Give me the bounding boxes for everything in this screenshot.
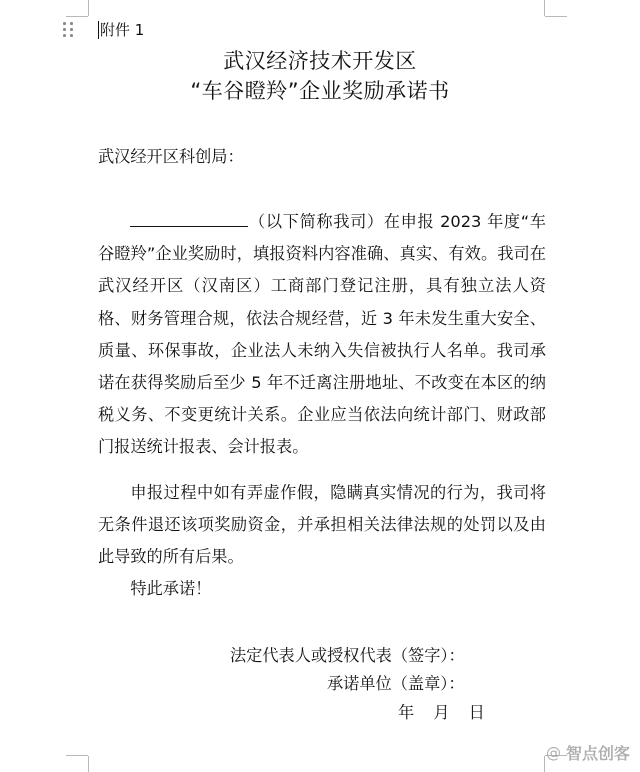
paragraph-closing[interactable]: 特此承诺！	[130, 579, 212, 598]
crop-mark-bottom-left	[88, 756, 89, 772]
text-cursor	[98, 21, 99, 39]
paragraph-commitment[interactable]	[98, 206, 546, 464]
representative-signature-label[interactable]: 法定代表人或授权代表（签字）：	[230, 646, 465, 665]
drag-dot	[70, 34, 73, 37]
addressee[interactable]: 武汉经开区科创局：	[98, 147, 244, 166]
paragraph-commitment-text: （以下简称我司）在申报 2023 年度“车谷瞪羚”企业奖励时，填报资料内容准确、真实、有效。我司在武汉经开区（汉南区）工商部门登记注册，具有独立法人资格、财务管理合规，依法合规经营，近 3 年未发生重大安全、质量、环保事故，企业法人未纳入失信被执行人名单。我司承诺在获得奖励后至少 5 年不迁离注册地址、不改变在本区的纳税义务、不变更统计关系。企业应当依法向统计部门、财政部门报送统计报表、会计报表。	[98, 212, 546, 457]
drag-dot	[63, 22, 66, 25]
watermark-at-icon: @	[545, 743, 561, 762]
drag-handle-icon[interactable]	[63, 22, 75, 38]
crop-mark-top-left	[88, 0, 89, 16]
crop-mark-bottom-left	[66, 755, 88, 756]
crop-mark-bottom-right	[544, 756, 545, 772]
drag-dot	[63, 28, 66, 31]
drag-dot	[70, 28, 73, 31]
document-title-line1[interactable]: 武汉经济技术开发区	[223, 49, 417, 73]
company-name-blank[interactable]	[130, 211, 248, 227]
crop-mark-top-left	[66, 16, 88, 17]
crop-mark-top-right	[545, 16, 567, 17]
watermark	[546, 741, 630, 764]
watermark-text: 智点创客	[565, 744, 630, 763]
attachment-label[interactable]: 附件 1	[100, 21, 145, 39]
unit-seal-label[interactable]: 承诺单位（盖章）：	[327, 674, 465, 693]
paragraph-penalty[interactable]: 申报过程中如有弄虚作假，隐瞒真实情况的行为，我司将无条件退还该项奖励资金，并承担相关法律法规的处罚以及由此导致的所有后果。	[98, 483, 546, 567]
crop-mark-top-right	[544, 0, 545, 16]
document-title-line2[interactable]: “车谷瞪羚”企业奖励承诺书	[190, 79, 450, 103]
drag-dot	[63, 34, 66, 37]
date-label[interactable]: 年 月 日	[398, 703, 485, 722]
drag-dot	[70, 22, 73, 25]
